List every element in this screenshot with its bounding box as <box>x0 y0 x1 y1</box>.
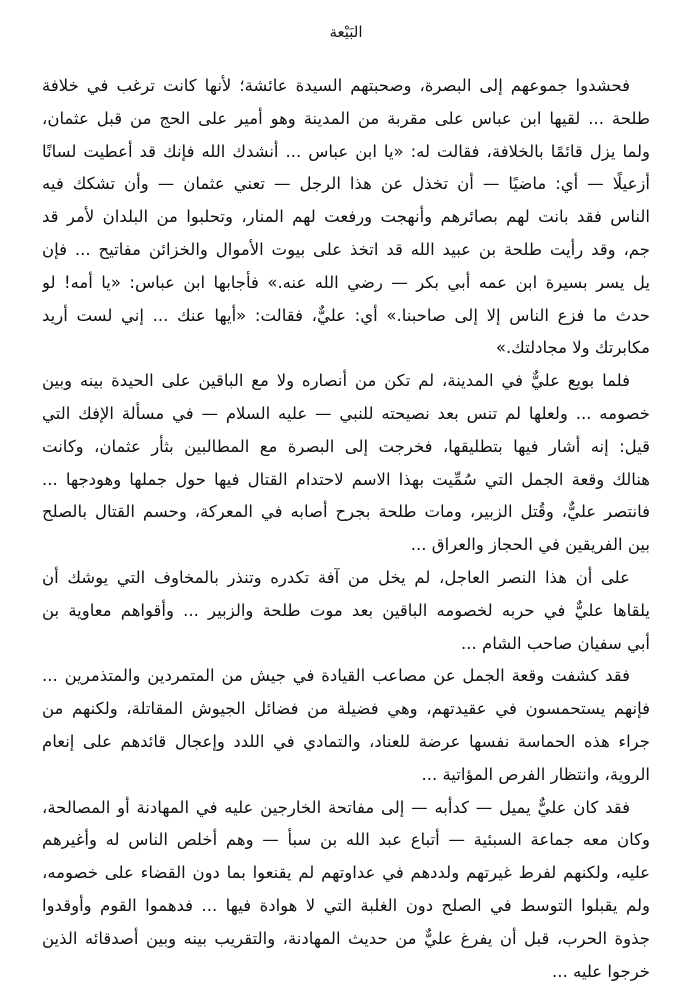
text-line: أزعيلًا — أي: ماضيًا — أن تخذل عن هذا الرجل — تعني عثمان — وأن تشكك فيه <box>42 174 650 194</box>
text-line: فحشدوا جموعهم إلى البصرة، وصحبتهم السيدة عائشة؛ لأنها كانت ترغب في خلافة <box>42 76 630 95</box>
text-line: وكان معه جماعة السبئية — أتباع عبد الله بن سبأ — وهم أخلص الناس له وأغيرهم <box>42 830 650 850</box>
text-line: على أن هذا النصر العاجل، لم يخل من آفة تكدره وتنذر بالمخاوف التي يوشك أن <box>42 567 630 587</box>
text-line: عليه، ولكنهم لفرط غيرتهم ولددهم في عداوتهم لم يقنعوا بما دون القضاء على خصومه، <box>42 863 650 883</box>
text-line: طلحة ... لقيها ابن عباس على مقربة من المدينة وهو أمير على الحج من قبل عثمان، <box>42 108 650 128</box>
text-line: بين الفريقين في الحجاز والعراق ... <box>410 535 650 555</box>
paragraph-5 <box>42 792 650 989</box>
text-line: أبي سفيان صاحب الشام ... <box>461 633 650 653</box>
text-line: قيل: إنه أشار فيها بتطليقها، فخرجت إلى البصرة مع المطالبين بثأر عثمان، وكانت <box>42 436 650 456</box>
text-line: يل يسر بسيرة ابن عمه أبي بكر — رضي الله عنه.» فأجابها ابن عباس: «يا أمه! لو <box>42 272 650 292</box>
text-line: فإنهم يستحمسون في عقيدتهم، وهي فضيلة من فضائل الجيوش المقاتلة، ولكنهم من <box>42 699 650 719</box>
paragraph-1 <box>42 70 650 365</box>
text-line: فانتصر عليٌّ، وقُتل الزبير، ومات طلحة بجرح أصابه في المعركة، وحسم القتال بالصلح <box>42 502 650 522</box>
text-line: حدث ما فزع الناس إلا إلى صاحبنا.» أي: عليٌّ، فقالت: «أيها عنك ... إني لست أريد <box>42 305 650 325</box>
text-line: خصومه ... ولعلها لم تنس بعد نصيحته للنبي — عليه السلام — في مسألة الإفك التي <box>42 403 650 423</box>
text-line: جراء هذه الحماسة نفسها عرضة للعناد، والتمادي في اللدد وإعجال قائدهم على إنعام <box>42 731 650 751</box>
paragraph-2 <box>42 365 650 562</box>
text-line: فقد كشفت وقعة الجمل عن مصاعب القيادة في جيش من المتمردين والمتذمرين ... <box>42 666 630 686</box>
text-line: ولما يزل قائمًا بالخلافة، فقالت له: «يا ابن عباس ... أنشدك الله فإنك قد أعطيت لسانًا <box>42 141 650 161</box>
text-line: الناس فقد بانت لهم بصائرهم وأنهجت ورفعت لهم المنار، وتحلبوا من البلدان لأمر قد <box>42 207 650 227</box>
text-line: فلما بويع عليٌّ في المدينة، لم تكن من أنصاره ولا مع الباقين على الحيدة بينه وبين <box>42 371 630 391</box>
text-line: هنالك وقعة الجمل التي سُمِّيت بهذا الاسم لاحتدام القتال فيها حول جملها وهودجها ... <box>42 469 650 489</box>
text-line: خرجوا عليه ... <box>552 961 650 981</box>
text-line: الروية، وانتظار الفرص المؤاتية ... <box>421 764 650 784</box>
text-line: فقد كان عليٌّ يميل — كدأبه — إلى مفاتحة الخارجين عليه في المهادنة أو المصالحة، <box>42 797 630 817</box>
paragraph-4 <box>42 660 650 791</box>
text-line: مكابرتك ولا مجادلتك.» <box>495 338 650 358</box>
text-line: ولم يقبلوا التوسط في الصلح دون الغلبة التي لا هوادة فيها ... فدهموا القوم وأوقدوا <box>42 895 650 915</box>
text-line: جم، وقد رأيت طلحة بن عبيد الله قد اتخذ على بيوت الأموال والخزائن مفاتيح ... فإن <box>42 239 650 259</box>
running-header: البَيْعة <box>329 23 363 41</box>
body-text <box>42 70 650 988</box>
text-line: يلقاها عليٌّ في حربه لخصومه الباقين بعد موت طلحة والزبير ... وأقواهم معاوية بن <box>42 600 650 620</box>
book-page <box>42 0 650 1000</box>
paragraph-3 <box>42 562 650 660</box>
text-line: جذوة الحرب، قبل أن يفرغ عليٌّ من حديث المهادنة، والتقريب بينه وبين أصدقائه الذين <box>42 928 650 948</box>
